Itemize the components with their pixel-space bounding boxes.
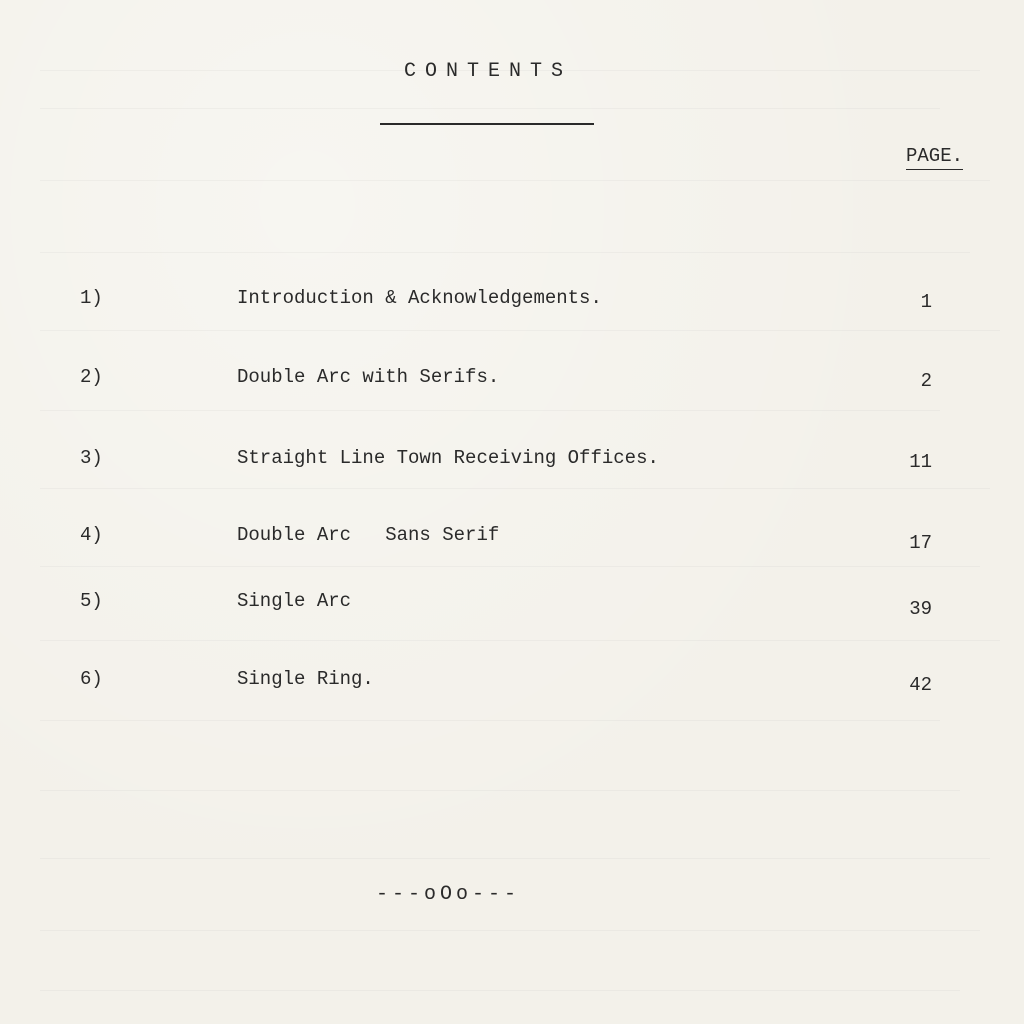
entry-number: 4) [80, 524, 103, 546]
closing-mark: ---oOo--- [376, 883, 521, 906]
entry-page: 11 [909, 451, 932, 473]
entry-title: Introduction & Acknowledgements. [237, 287, 602, 309]
contents-entry [0, 524, 1024, 554]
entry-title: Straight Line Town Receiving Offices. [237, 447, 659, 469]
entry-title: Double Arc Sans Serif [237, 524, 500, 546]
entry-title: Double Arc with Serifs. [237, 366, 500, 388]
entry-title: Single Arc [237, 590, 352, 612]
entry-number: 6) [80, 668, 103, 690]
contents-entry [0, 668, 1024, 698]
entry-page: 1 [920, 291, 932, 313]
entry-page: 17 [909, 532, 932, 554]
page-column-label: PAGE. [906, 145, 963, 170]
entry-number: 5) [80, 590, 103, 612]
contents-entry [0, 287, 1024, 317]
entry-number: 3) [80, 447, 103, 469]
heading-underline [380, 123, 594, 125]
entry-number: 1) [80, 287, 103, 309]
entry-page: 39 [909, 598, 932, 620]
contents-entry [0, 590, 1024, 620]
contents-entry [0, 447, 1024, 477]
entry-page: 42 [909, 674, 932, 696]
entry-title: Single Ring. [237, 668, 374, 690]
entry-number: 2) [80, 366, 103, 388]
entry-page: 2 [920, 370, 932, 392]
contents-entry [0, 366, 1024, 396]
contents-heading: CONTENTS [403, 60, 572, 83]
